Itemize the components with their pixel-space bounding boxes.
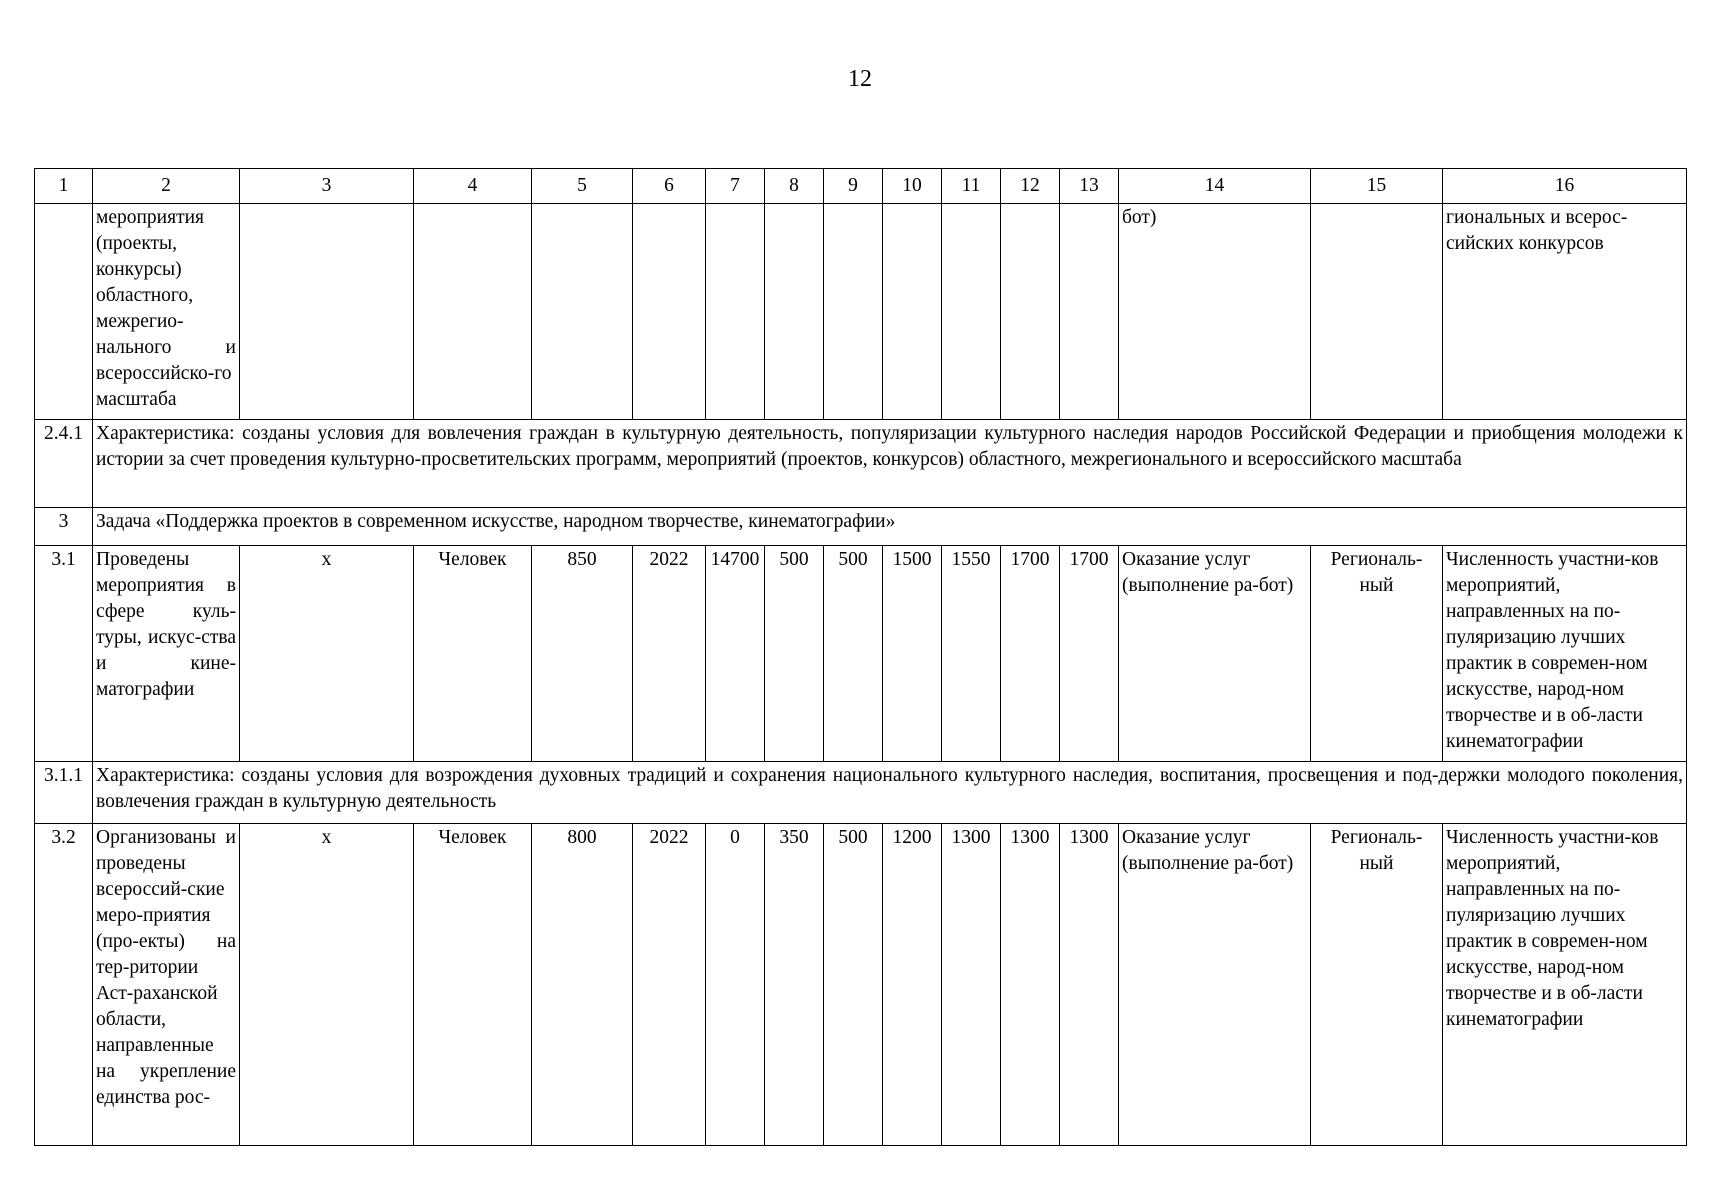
row-code: 3 [35,508,93,546]
cell-indicator: Численность участни-ков мероприятий, направленных на по-пуляризацию лучших практик в современ-ном искусстве, народ-ном творчестве и в об-ласти кинематографии [1443,546,1687,762]
col-header-5: 5 [532,169,633,204]
table-row [35,546,1687,762]
col-header-15: 15 [1311,169,1443,204]
cell [824,204,883,420]
cell-value: 800 [532,824,633,1146]
table-row [35,762,1687,824]
cell [1001,204,1060,420]
cell-value: 1550 [942,546,1001,762]
cell [35,204,93,420]
col-header-7: 7 [706,169,765,204]
header-row [35,169,1687,204]
characteristic-text: Характеристика: созданы условия для возрождения духовных традиций и сохранения национального культурного наследия, воспитания, просвещения и под-держки молодого поколения, вовлечения граждан в культурную деятельность [93,762,1687,824]
col-header-1: 1 [35,169,93,204]
col-header-10: 10 [883,169,942,204]
cell-unit: Человек [414,824,532,1146]
cell-service: бот) [1119,204,1311,420]
col-header-12: 12 [1001,169,1060,204]
cell [532,204,633,420]
col-header-11: 11 [942,169,1001,204]
row-code: 2.4.1 [35,420,93,508]
col-header-9: 9 [824,169,883,204]
task-text: Задача «Поддержка проектов в современном искусстве, народном творчестве, кинематографии» [93,508,1687,546]
cell-value: 1300 [1001,824,1060,1146]
table-row [35,508,1687,546]
cell-value: 500 [824,824,883,1146]
col-header-13: 13 [1060,169,1119,204]
cell [706,204,765,420]
col-header-16: 16 [1443,169,1687,204]
cell-value: 1300 [942,824,1001,1146]
cell-name: Проведены мероприятия в сфере куль-туры, искус-ства и кине-матографии [93,546,240,762]
cell-value: 500 [765,546,824,762]
col-header-4: 4 [414,169,532,204]
cell-value: 1700 [1060,546,1119,762]
cell-indicator: Численность участни-ков мероприятий, направленных на по-пуляризацию лучших практик в современ-ном искусстве, народ-ном творчестве и в об-ласти кинематографии [1443,824,1687,1146]
cell-service: Оказание услуг (выполнение ра-бот) [1119,824,1311,1146]
cell-service: Оказание услуг (выполнение ра-бот) [1119,546,1311,762]
table-row [35,824,1687,1146]
cell-value: 350 [765,824,824,1146]
cell [942,204,1001,420]
cell-level: Региональ-ный [1311,546,1443,762]
cell-value: 1200 [883,824,942,1146]
cell-year: 2022 [633,824,706,1146]
cell [765,204,824,420]
cell-name: мероприятия (проекты, конкурсы) областного, межрегио-нального и всероссийско-го масштаба [93,204,240,420]
cell-unit: Человек [414,546,532,762]
col-header-3: 3 [240,169,414,204]
cell-value: 1300 [1060,824,1119,1146]
cell [1311,204,1443,420]
cell-level: Региональ-ный [1311,824,1443,1146]
table-row [35,420,1687,508]
cell [633,204,706,420]
table-row [35,204,1687,420]
cell [414,204,532,420]
cell-year: 2022 [633,546,706,762]
row-code: 3.1.1 [35,762,93,824]
cell [240,204,414,420]
cell [883,204,942,420]
indicators-table [34,168,1687,1146]
cell-base: х [240,546,414,762]
col-header-14: 14 [1119,169,1311,204]
page-number: 12 [848,66,872,92]
characteristic-text: Характеристика: созданы условия для вовлечения граждан в культурную деятельность, популяризации культурного наследия народов Российской Федерации и приобщения молодежи к истории за счет проведения культурно-просветительских программ, мероприятий (проектов, конкурсов) областного, межрегионального и всероссийского масштаба [93,420,1687,508]
cell [1060,204,1119,420]
row-code: 3.2 [35,824,93,1146]
cell-value: 500 [824,546,883,762]
cell-value: 0 [706,824,765,1146]
cell-value: 1700 [1001,546,1060,762]
cell-value: 1500 [883,546,942,762]
cell-value: 14700 [706,546,765,762]
col-header-8: 8 [765,169,824,204]
row-code: 3.1 [35,546,93,762]
cell-indicator: гиональных и всерос-сийских конкурсов [1443,204,1687,420]
cell-value: 850 [532,546,633,762]
cell-name: Организованы и проведены всероссий-ские меро-приятия (про-екты) на тер-ритории Аст-раханской области, направленные на укрепление единства рос- [93,824,240,1146]
cell-base: х [240,824,414,1146]
col-header-6: 6 [633,169,706,204]
col-header-2: 2 [93,169,240,204]
